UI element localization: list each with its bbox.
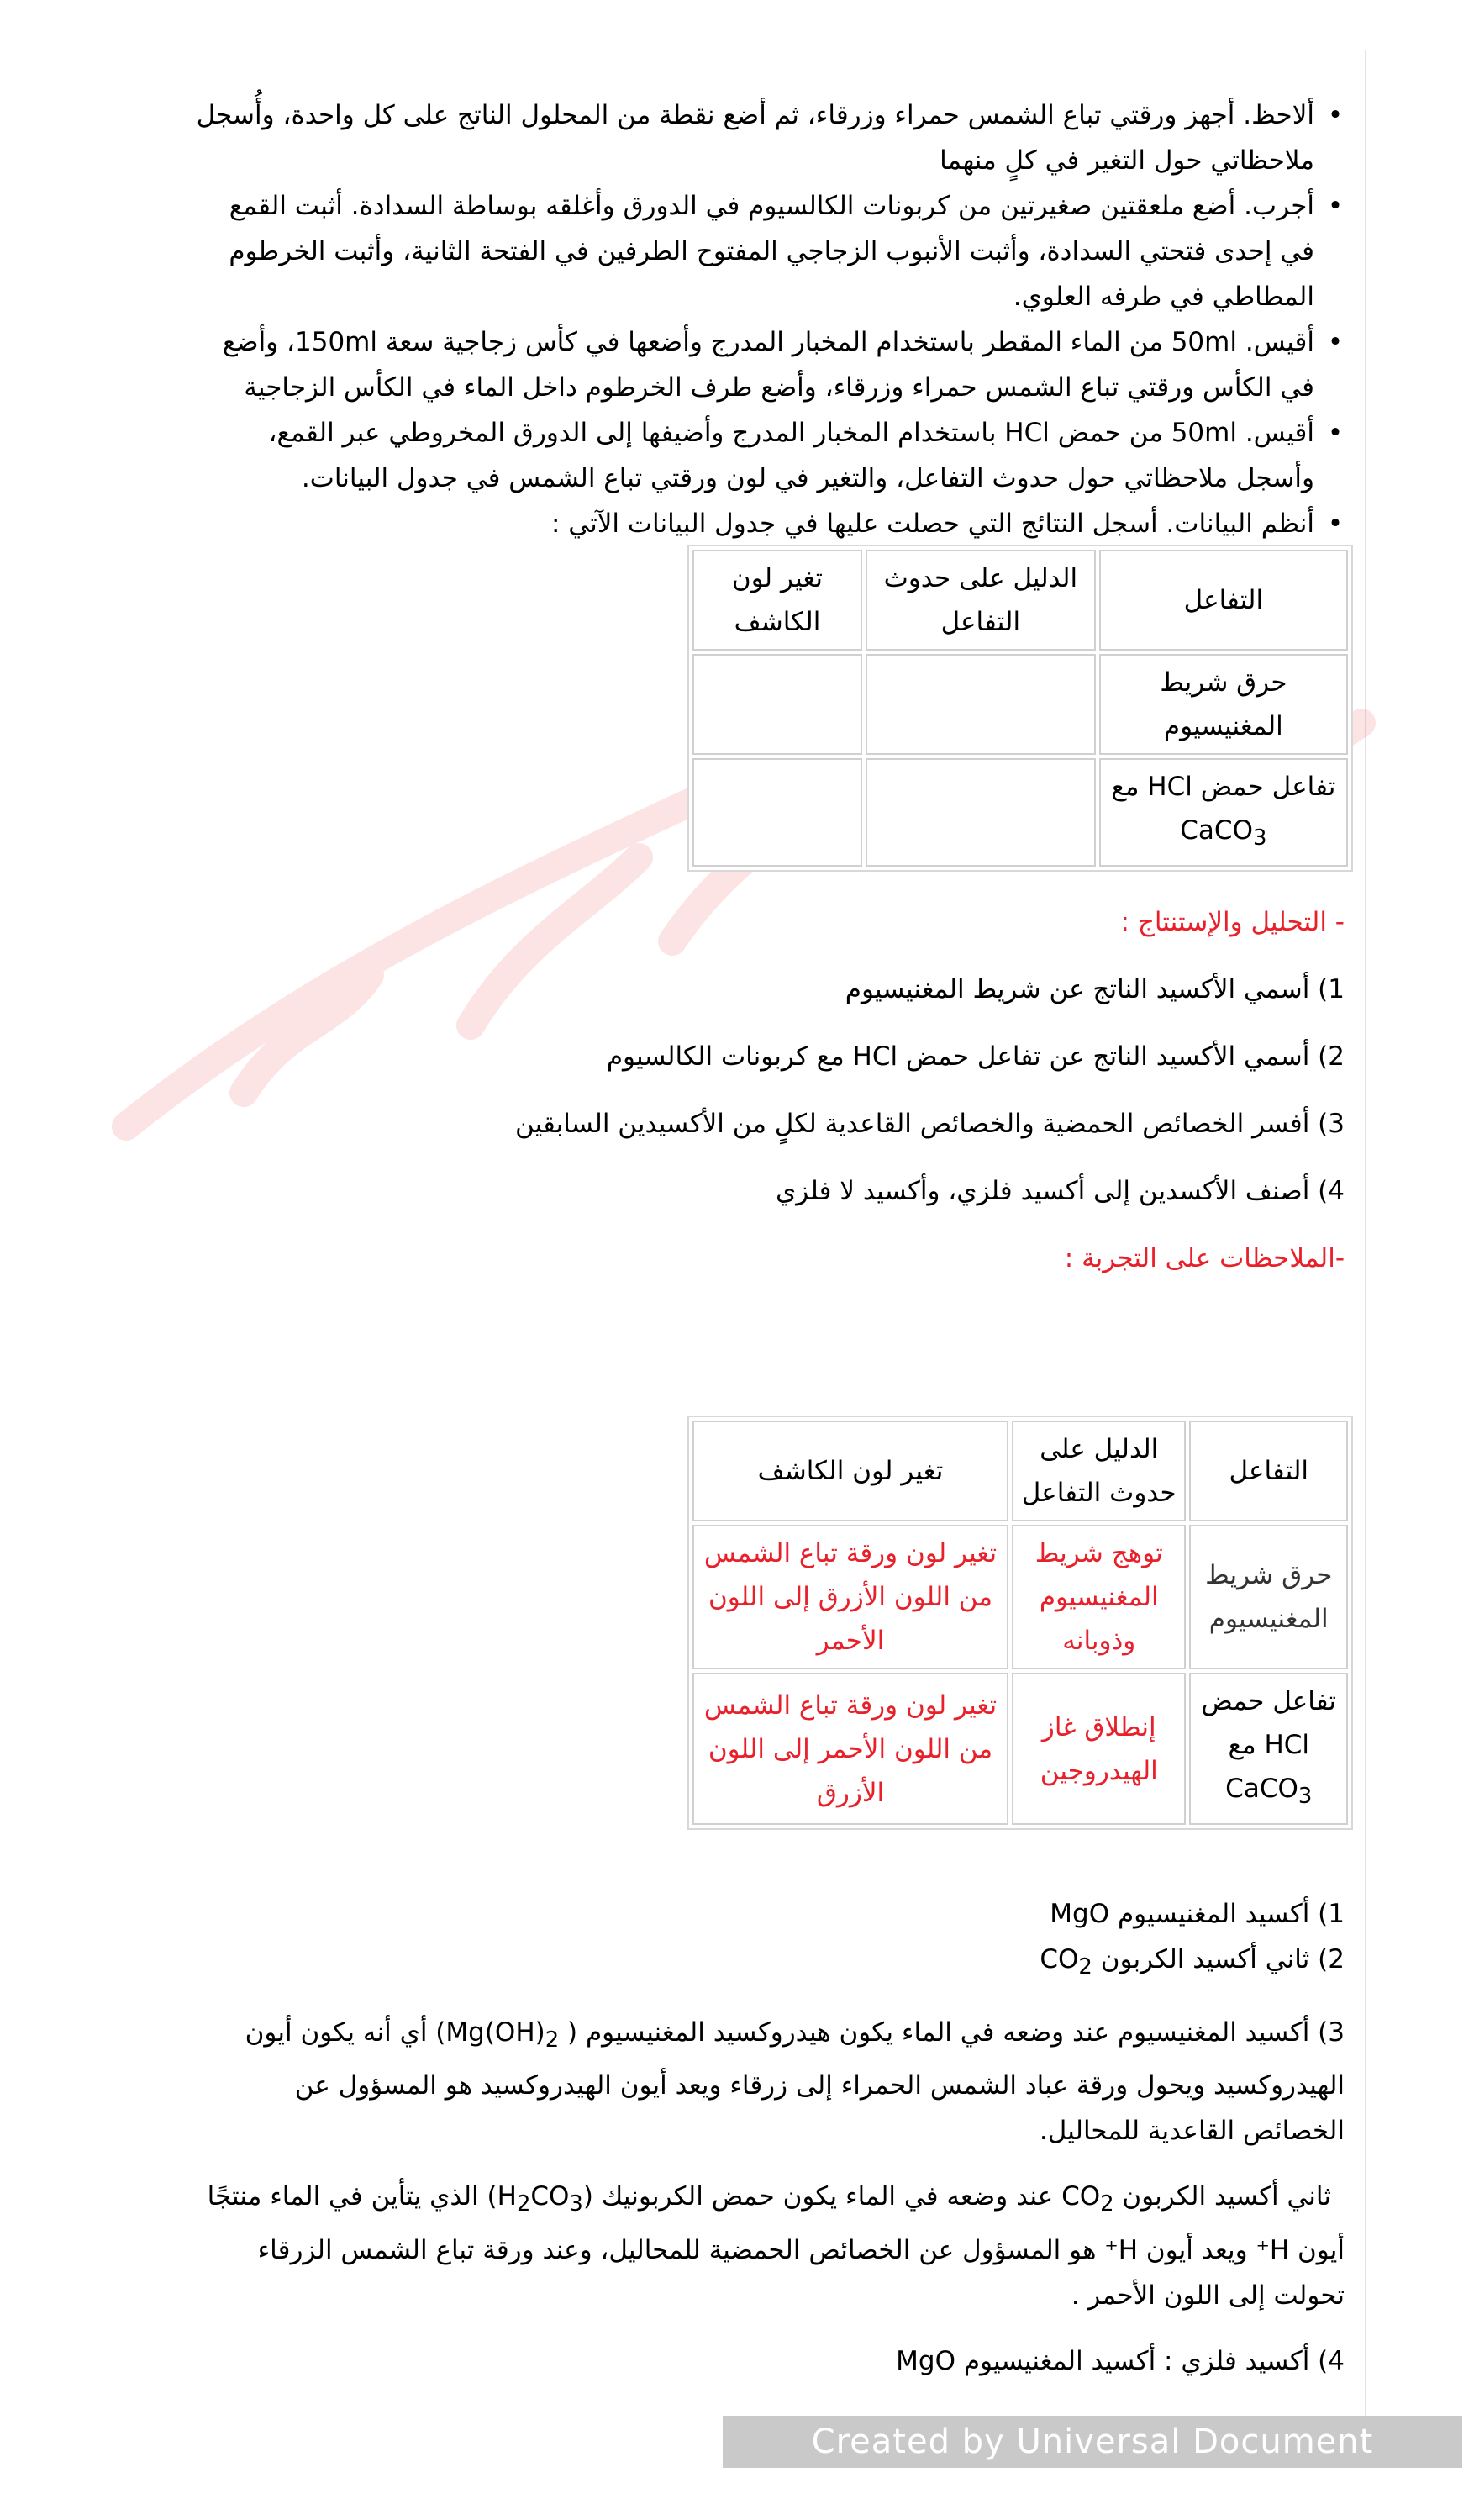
page-border-right bbox=[1365, 50, 1366, 2429]
answer-line: الهيدروكسيد ويحول ورقة عباد الشمس الحمراء إلى زرقاء ويعد أيون الهيدروكسيد هو المسؤول عن bbox=[294, 2070, 1345, 2101]
table-header: الدليل على حدوث التفاعل bbox=[1012, 1421, 1186, 1521]
answer-line: 3) أكسيد المغنيسيوم عند وضعه في الماء يكون هيدروكسيد المغنيسيوم ( $Mg(OH)_2$) أي أنه يكون أيون bbox=[245, 2017, 1345, 2053]
procedure-section bbox=[118, 92, 1345, 546]
table-cell-reaction: تفاعل حمض HCl مع CaCO$_3$ bbox=[1099, 758, 1348, 867]
analysis-section bbox=[118, 899, 1345, 1281]
table-cell-empty[interactable] bbox=[866, 758, 1096, 867]
table-header: تغير لون الكاشف bbox=[692, 1421, 1008, 1521]
converter-watermark: Created by Universal Document Converter bbox=[723, 2416, 1462, 2468]
bullet-icon: • bbox=[1327, 509, 1344, 539]
procedure-line: •أقيس. 50ml من الماء المقطر باستخدام المخبار المدرج وأضعها في كأس زجاجية سعة 150ml، وأضع bbox=[118, 319, 1345, 365]
table-cell-evidence: إنطلاق غاز الهيدروجين bbox=[1012, 1673, 1186, 1825]
answer-line: الخصائص القاعدية للمحاليل. bbox=[1039, 2116, 1345, 2147]
bullet-icon: • bbox=[1327, 418, 1344, 448]
procedure-line: •أقيس. 50ml من حمض HCl باستخدام المخبار المدرج وأضيفها إلى الدورق المخروطي عبر القمع، bbox=[118, 410, 1345, 456]
table-cell-color-change: تغير لون ورقة تباع الشمس من اللون الأحمر إلى اللون الأزرق bbox=[692, 1673, 1008, 1825]
procedure-line: وأسجل ملاحظاتي حول حدوث التفاعل، والتغير في لون ورقتي تباع الشمس في جدول البيانات. bbox=[301, 463, 1314, 493]
table-cell-empty[interactable] bbox=[692, 758, 862, 867]
table-cell-evidence: توهج شريط المغنيسيوم وذوبانه bbox=[1012, 1525, 1186, 1669]
procedure-line: في إحدى فتحتي السدادة، وأثبت الأنبوب الزجاجي المفتوح الطرفين في الفتحة الثانية، وأثبت الخرطوم bbox=[229, 236, 1314, 266]
analysis-heading: - التحليل والإستنتاج : bbox=[1120, 907, 1345, 937]
table-header: التفاعل bbox=[1189, 1421, 1348, 1521]
answer-line: 2) ثاني أكسيد الكربون $CO_2$ bbox=[1040, 1944, 1345, 1980]
answer-line: ثاني أكسيد الكربون $CO_2$ عند وضعه في الماء يكون حمض الكربونيك $(H_2CO_3)$ الذي يتأين في الماء منتجًا bbox=[207, 2181, 1331, 2217]
procedure-line: •ألاحظ. أجهز ورقتي تباع الشمس حمراء وزرقاء، ثم أضع نقطة من المحلول الناتج على كل واحدة، وأُسجل bbox=[118, 92, 1345, 138]
table-cell-reaction: تفاعل حمض HCl مع CaCO$_3$ bbox=[1189, 1673, 1348, 1825]
analysis-question: 2) أسمي الأكسيد الناتج عن تفاعل حمض HCl مع كربونات الكالسيوم bbox=[606, 1041, 1345, 1072]
answer-line: 4) أكسيد فلزي : أكسيد المغنيسيوم MgO bbox=[896, 2345, 1345, 2376]
table-header: تغير لون الكاشف bbox=[692, 550, 862, 651]
answer-line: أيون H⁺ ويعد أيون H⁺ هو المسؤول عن الخصائص الحمضية للمحاليل، وعند ورقة تباع الشمس الزرقاء bbox=[257, 2234, 1345, 2265]
table-cell-reaction: حرق شريط المغنيسيوم bbox=[1189, 1525, 1348, 1669]
table-header: الدليل على حدوث التفاعل bbox=[866, 550, 1096, 651]
procedure-line: •أجرب. أضع ملعقتين صغيرتين من كربونات الكالسيوم في الدورق وأغلقه بوساطة السدادة. أثبت القمع bbox=[118, 183, 1345, 229]
answer-line: 1) أكسيد المغنيسيوم MgO bbox=[1050, 1899, 1345, 1929]
procedure-line: ملاحظاتي حول التغير في كلٍ منهما bbox=[940, 145, 1314, 176]
answer-line: تحولت إلى اللون الأحمر . bbox=[1071, 2280, 1345, 2311]
data-table-answers bbox=[687, 1416, 1353, 1830]
answers-section bbox=[118, 1891, 1345, 2384]
bullet-icon: • bbox=[1327, 191, 1344, 221]
procedure-line: في الكأس ورقتي تباع الشمس حمراء وزرقاء، وأضع طرف الخرطوم داخل الماء في الكأس الزجاجية bbox=[244, 372, 1314, 403]
table-cell-empty[interactable] bbox=[866, 654, 1096, 755]
notes-heading: -الملاحظات على التجربة : bbox=[1064, 1243, 1345, 1273]
bullet-icon: • bbox=[1327, 327, 1344, 357]
procedure-line: المطاطي في طرفه العلوي. bbox=[1013, 282, 1314, 312]
procedure-line: •أنظم البيانات. أسجل النتائج التي حصلت عليها في جدول البيانات الآتي : bbox=[118, 501, 1345, 546]
table-cell-color-change: تغير لون ورقة تباع الشمس من اللون الأزرق إلى اللون الأحمر bbox=[692, 1525, 1008, 1669]
table-cell-empty[interactable] bbox=[692, 654, 862, 755]
table-header: التفاعل bbox=[1099, 550, 1348, 651]
analysis-question: 4) أصنف الأكسدين إلى أكسيد فلزي، وأكسيد لا فلزي bbox=[775, 1176, 1345, 1206]
analysis-question: 1) أسمي الأكسيد الناتج عن شريط المغنيسيوم bbox=[845, 974, 1345, 1004]
bullet-icon: • bbox=[1327, 100, 1344, 130]
table-cell-reaction: حرق شريط المغنيسيوم bbox=[1099, 654, 1348, 755]
data-table-empty bbox=[687, 545, 1353, 872]
analysis-question: 3) أفسر الخصائص الحمضية والخصائص القاعدية لكلٍ من الأكسيدين السابقين bbox=[515, 1109, 1345, 1139]
